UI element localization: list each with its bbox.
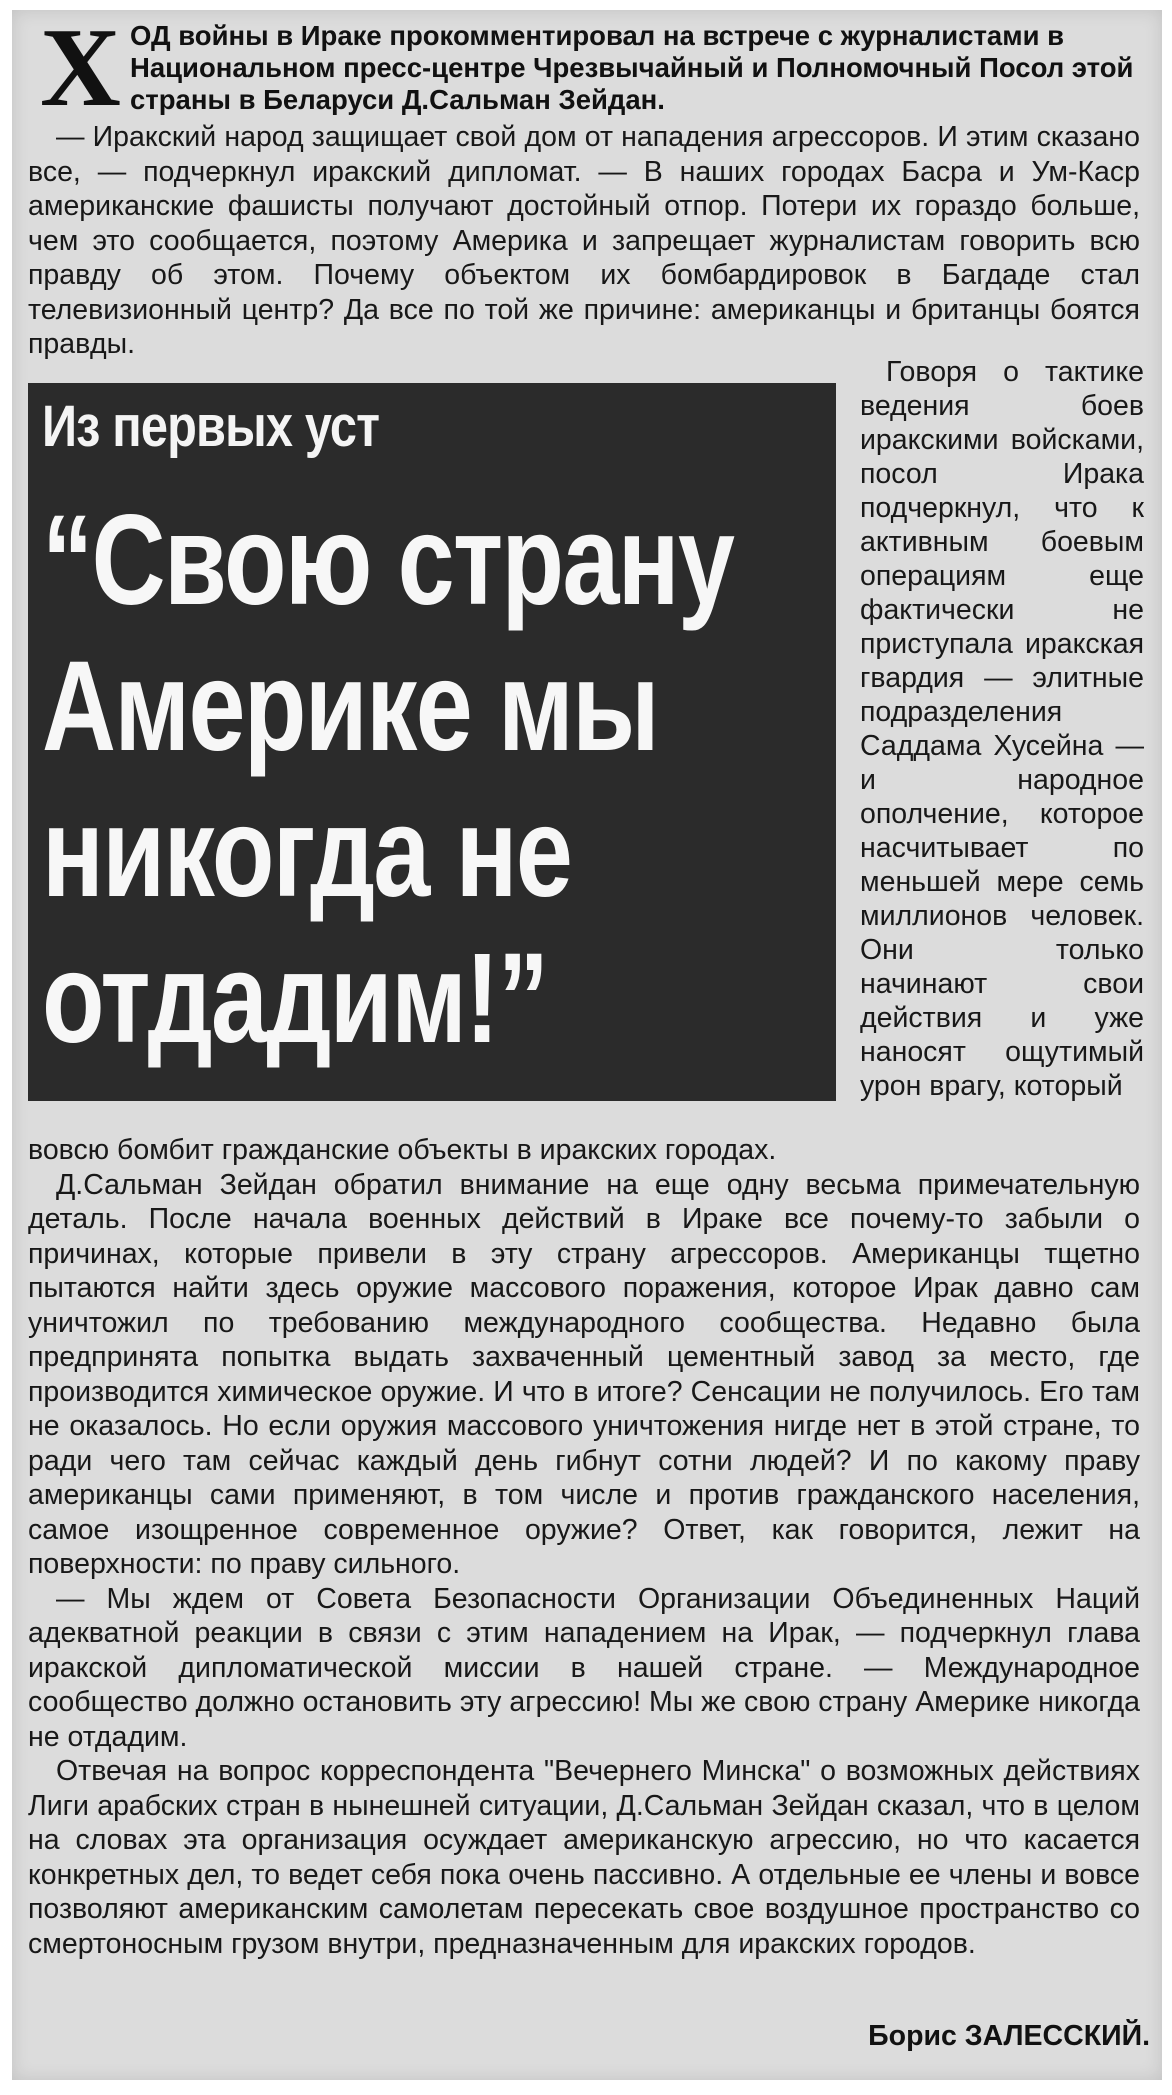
continuation-line: вовсю бомбит гражданские объекты в иракских городах. [28, 1134, 777, 1166]
side-column-text: Говоря о тактике ведения боев иракскими войсками, посол Ирака подчеркнул, что к активным боевым операциям еще фактически не приступала иракская гвардия — элитные подразделения Саддама Хусейна — и народное ополчение, которое насчитывает по меньшей мере семь миллионов человек. Они только начинают свои действия и уже наносят ощутимый урон врагу, который [860, 356, 1144, 1102]
article-body [28, 1133, 1140, 1961]
rubric-kicker: Из первых уст [42, 394, 380, 459]
quote-paragraph: — Иракский народ защищает свой дом от нападения агрессоров. И этим сказано все, — подчеркнул иракский дипломат. — В наших городах Басра и Ум-Каср американские фашисты получают достойный отпор. Потери их гораздо больше, чем это сообщается, поэтому Америка и запрещает журналистам говорить всю правду об этом. Почему объектом их бомбардировок в Багдаде стал телевизионный центр? Да все по той же причине: американцы и британцы боятся правды. [28, 121, 1140, 360]
body-paragraph: Д.Сальман Зейдан обратил внимание на еще одну весьма примечательную деталь. После начала военных действий в Ираке все почему-то забыли о причинах, которые привели в эту страну агрессоров. Американцы тщетно пытаются найти здесь оружие массового поражения, которое Ирак давно сам уничтожил по требованию международного сообщества. Недавно была предпринята попытка выдать захваченный цементный завод за место, где производится химическое оружие. И что в итоге? Сенсации не получилось. Его там не оказалось. Но если оружия массового уничтожения нигде нет в этой стране, то ради чего там сейчас каждый день гибнут сотни людей? И по какому праву американцы сами применяют, в том числе и против гражданского населения, самое изощренное современное оружие? Ответ, как говорится, лежит на поверхности: по праву сильного. [28, 1168, 1140, 1580]
headline: “Свою страну Америке мы никогда не отдадим!” [42, 489, 734, 1070]
body-paragraph: Отвечая на вопрос корреспондента "Вечернего Минска" о возможных действиях Лиги арабских стран в нынешней ситуации, Д.Сальман Зейдан сказал, что в целом на словах эта организация осуждает американскую агрессию, но что касается конкретных дел, то ведет себя пока очень пассивно. А отдельные ее члены и вовсе позволяют американским самолетам пересекать свое воздушное пространство со смертоносным грузом внутри, предназначенным для иракских городов. [28, 1755, 1140, 1960]
author-signature: Борис ЗАЛЕССКИЙ. [868, 2020, 1150, 2052]
lead-paragraph: ОД войны в Ираке прокомментировал на встрече с журналистами в Национальном пресс-центре Чрезвычайный и Полномочный Посол этой страны в Беларуси Д.Сальман Зейдан. [130, 20, 1134, 115]
drop-cap: Х [40, 6, 121, 130]
headline-panel [28, 383, 836, 1101]
body-paragraph: — Мы ждем от Совета Безопасности Организации Объединенных Наций адекватной реакции в связи с этим нападением на Ирак, — подчеркнул глава иракской дипломатической миссии в нашей стране. — Международное сообщество должно остановить эту агрессию! Мы же свою страну Америке никогда не отдадим. [28, 1582, 1140, 1753]
